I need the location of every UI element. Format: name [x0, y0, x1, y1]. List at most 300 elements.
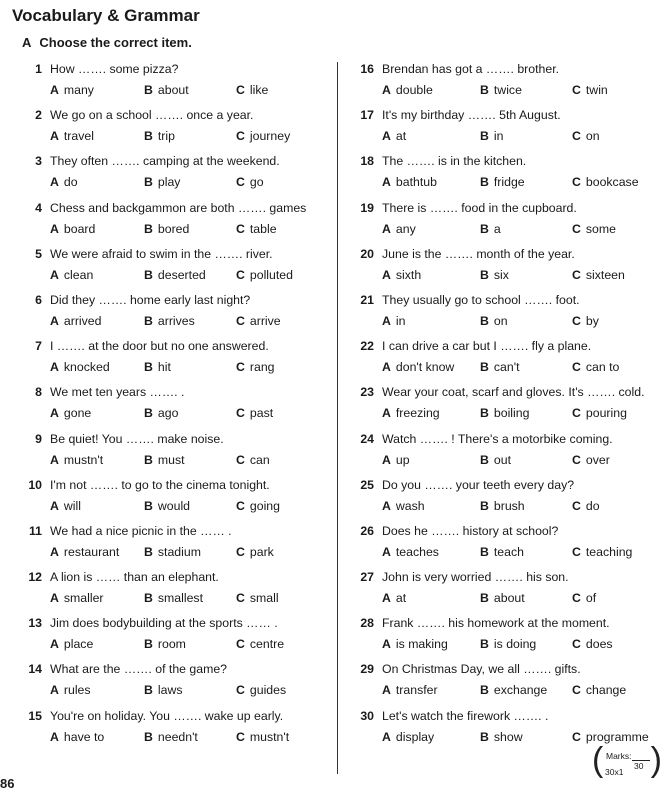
option-text: rang — [249, 360, 275, 375]
answer-option[interactable] — [382, 314, 405, 328]
option-text: rules — [63, 683, 91, 698]
question-number: 9 — [35, 431, 42, 446]
option-text: in — [493, 129, 504, 144]
answer-option[interactable] — [236, 129, 290, 143]
option-text: pouring — [585, 406, 627, 421]
answer-option[interactable] — [50, 730, 104, 744]
answer-option[interactable] — [50, 545, 119, 559]
question-stem: A lion is …… than an elephant. — [50, 570, 219, 585]
option-text: show — [493, 729, 523, 744]
answer-option[interactable] — [480, 222, 501, 236]
option-letter: A — [50, 267, 59, 282]
question-stem: We were afraid to swim in the ……. river. — [50, 246, 273, 261]
answer-option[interactable] — [480, 406, 529, 420]
question-stem: Did they ……. home early last night? — [50, 292, 251, 307]
answer-option[interactable] — [382, 406, 440, 420]
option-text: play — [157, 175, 181, 190]
option-letter: B — [144, 313, 153, 328]
answer-option[interactable] — [236, 360, 275, 374]
option-text: in — [395, 313, 406, 328]
option-letter: C — [236, 406, 245, 421]
answer-option[interactable] — [480, 637, 536, 651]
question-item — [14, 108, 332, 154]
answer-option[interactable] — [236, 683, 286, 697]
answer-option[interactable] — [480, 499, 525, 513]
marks-box — [592, 741, 662, 781]
answer-option[interactable] — [236, 591, 279, 605]
option-letter: A — [382, 683, 391, 698]
marks-label: Marks: — [606, 751, 632, 761]
question-stem: It's my birthday ……. 5th August. — [382, 108, 561, 123]
option-letter: A — [50, 221, 59, 236]
option-text: teaching — [585, 544, 633, 559]
answer-option[interactable] — [50, 129, 94, 143]
option-letter: C — [236, 452, 245, 467]
answer-option[interactable] — [236, 406, 273, 420]
answer-option[interactable] — [382, 360, 454, 374]
option-text: can to — [585, 360, 620, 375]
answer-option[interactable] — [50, 637, 93, 651]
option-letter: B — [144, 129, 153, 144]
option-text: must — [157, 452, 185, 467]
answer-option[interactable] — [382, 683, 438, 697]
answer-option[interactable] — [382, 453, 410, 467]
option-text: going — [249, 498, 280, 513]
answer-option[interactable] — [572, 730, 649, 744]
question-number: 20 — [360, 246, 374, 261]
option-letter: B — [144, 221, 153, 236]
question-item — [14, 154, 332, 200]
option-text: hit — [157, 360, 171, 375]
question-item — [14, 201, 332, 247]
option-letter: C — [572, 83, 581, 97]
answer-option[interactable] — [236, 83, 268, 97]
question-item — [14, 432, 332, 478]
answer-option[interactable] — [50, 314, 101, 328]
option-letter: C — [572, 313, 581, 328]
answer-option[interactable] — [480, 83, 522, 97]
question-stem: Frank ……. his homework at the moment. — [382, 616, 610, 631]
option-letter: A — [50, 406, 59, 421]
question-item — [14, 709, 332, 755]
answer-option[interactable] — [572, 499, 600, 513]
question-item — [346, 62, 660, 108]
page-title: Vocabulary & Grammar — [12, 6, 200, 25]
questions-left-column — [14, 62, 332, 755]
option-letter: C — [236, 683, 245, 698]
option-letter: C — [572, 452, 581, 467]
answer-option[interactable] — [572, 637, 613, 651]
answer-option[interactable] — [572, 268, 625, 282]
answer-option[interactable] — [144, 545, 201, 559]
question-item — [346, 616, 660, 662]
question-item — [346, 385, 660, 431]
answer-option[interactable] — [480, 314, 508, 328]
question-number: 25 — [360, 477, 374, 492]
question-item — [346, 201, 660, 247]
answer-option[interactable] — [572, 175, 639, 189]
answer-option[interactable] — [572, 222, 616, 236]
option-letter: B — [480, 544, 489, 559]
question-item — [346, 108, 660, 154]
question-stem: The ……. is in the kitchen. — [382, 154, 527, 169]
page-number: 86 — [0, 776, 15, 791]
question-item — [14, 293, 332, 339]
option-text: fridge — [493, 175, 525, 190]
option-text: have to — [63, 729, 105, 744]
option-text: programme — [585, 729, 649, 744]
answer-option[interactable] — [572, 591, 596, 605]
option-letter: B — [144, 406, 153, 421]
option-text: out — [493, 452, 511, 467]
question-item — [346, 247, 660, 293]
answer-option[interactable] — [50, 406, 91, 420]
question-number: 21 — [360, 292, 374, 307]
question-item — [14, 524, 332, 570]
option-text: about — [493, 591, 525, 606]
option-letter: A — [382, 498, 391, 513]
option-letter: A — [50, 313, 59, 328]
option-text: a — [493, 221, 501, 236]
answer-option[interactable] — [144, 406, 178, 420]
question-stem: Wear your coat, scarf and gloves. It's ……. cold. — [382, 385, 645, 400]
right-paren: ) — [650, 741, 662, 779]
answer-option[interactable] — [50, 591, 104, 605]
answer-option[interactable] — [480, 175, 525, 189]
option-text: restaurant — [63, 544, 120, 559]
option-text: sixth — [395, 267, 422, 282]
answer-option[interactable] — [382, 730, 434, 744]
option-letter: B — [144, 452, 153, 467]
option-letter: C — [236, 175, 245, 190]
answer-option[interactable] — [572, 545, 632, 559]
option-text: wash — [395, 498, 425, 513]
option-text: do — [585, 498, 600, 513]
question-stem: What are the ……. of the game? — [50, 662, 228, 677]
answer-option[interactable] — [382, 83, 433, 97]
option-text: boiling — [493, 406, 530, 421]
question-item — [346, 432, 660, 478]
option-letter: B — [144, 267, 153, 282]
option-letter: C — [572, 129, 581, 144]
option-letter: C — [572, 591, 581, 606]
answer-option[interactable] — [382, 129, 406, 143]
option-letter: C — [572, 406, 581, 421]
question-item — [14, 570, 332, 616]
option-letter: C — [572, 544, 581, 559]
question-stem: How ……. some pizza? — [50, 62, 179, 76]
section-instruction — [22, 35, 192, 50]
question-number: 28 — [360, 616, 374, 631]
question-stem: Do you ……. your teeth every day? — [382, 477, 575, 492]
answer-option[interactable] — [382, 637, 448, 651]
question-number: 23 — [360, 385, 374, 400]
answer-option[interactable] — [572, 453, 610, 467]
option-letter: A — [382, 129, 391, 144]
question-number: 30 — [360, 708, 374, 723]
question-stem: They usually go to school ……. foot. — [382, 292, 580, 307]
option-letter: B — [480, 129, 489, 144]
answer-option[interactable] — [144, 83, 189, 97]
answer-option[interactable] — [236, 637, 284, 651]
option-text: smaller — [63, 591, 104, 606]
option-text: polluted — [249, 267, 293, 282]
option-letter: A — [50, 729, 59, 744]
answer-option[interactable] — [480, 453, 511, 467]
answer-option[interactable] — [382, 499, 425, 513]
question-stem: Jim does bodybuilding at the sports …… . — [50, 616, 278, 631]
option-text: sixteen — [585, 267, 625, 282]
question-number: 29 — [360, 662, 374, 677]
option-letter: A — [50, 637, 59, 652]
option-text: board — [63, 221, 96, 236]
option-letter: B — [144, 637, 153, 652]
option-letter: B — [480, 452, 489, 467]
option-text: can't — [493, 360, 520, 375]
option-letter: B — [144, 729, 153, 744]
answer-option[interactable] — [382, 268, 421, 282]
question-number: 16 — [360, 62, 374, 76]
option-letter: A — [50, 175, 59, 190]
answer-option[interactable] — [236, 222, 277, 236]
answer-option[interactable] — [144, 453, 185, 467]
option-text: small — [249, 591, 279, 606]
answer-option[interactable] — [144, 314, 195, 328]
answer-option[interactable] — [50, 453, 103, 467]
marks-multiplier: 30x1 — [605, 767, 624, 777]
option-letter: A — [382, 406, 391, 421]
option-letter: B — [480, 637, 489, 652]
option-letter: B — [144, 544, 153, 559]
answer-option[interactable] — [382, 175, 437, 189]
option-letter: C — [236, 267, 245, 282]
answer-option[interactable] — [236, 499, 280, 513]
question-number: 11 — [29, 523, 42, 538]
section-letter: A — [22, 35, 32, 50]
option-text: teaches — [395, 544, 439, 559]
question-stem: I ……. at the door but no one answered. — [50, 339, 269, 354]
option-text: bathtub — [395, 175, 437, 190]
answer-option[interactable] — [50, 175, 78, 189]
answer-option[interactable] — [236, 453, 270, 467]
option-letter: C — [572, 267, 581, 282]
option-letter: C — [236, 360, 245, 375]
question-number: 24 — [360, 431, 374, 446]
option-text: trip — [157, 129, 175, 144]
question-number: 18 — [360, 154, 374, 169]
option-letter: B — [144, 83, 153, 97]
question-item — [14, 385, 332, 431]
question-item — [346, 154, 660, 200]
answer-option[interactable] — [572, 406, 627, 420]
question-number: 19 — [360, 200, 374, 215]
option-letter: C — [236, 591, 245, 606]
option-text: centre — [249, 637, 285, 652]
question-stem: We go on a school ……. once a year. — [50, 108, 254, 123]
answer-option[interactable] — [144, 683, 183, 697]
answer-option[interactable] — [572, 129, 600, 143]
marks-out-of: 30 — [634, 761, 644, 771]
question-number: 5 — [35, 246, 42, 261]
option-text: don't know — [395, 360, 455, 375]
option-text: display — [395, 729, 435, 744]
option-text: up — [395, 452, 410, 467]
question-stem: John is very worried ……. his son. — [382, 570, 569, 585]
option-letter: A — [50, 129, 59, 144]
option-text: on — [585, 129, 600, 144]
option-letter: A — [382, 313, 391, 328]
question-number: 22 — [360, 339, 374, 354]
answer-option[interactable] — [382, 591, 406, 605]
answer-option[interactable] — [572, 314, 599, 328]
answer-option[interactable] — [50, 268, 93, 282]
answer-option[interactable] — [144, 268, 206, 282]
question-stem: I'm not ……. to go to the cinema tonight. — [50, 477, 270, 492]
answer-option[interactable] — [236, 314, 281, 328]
option-text: of — [585, 591, 597, 606]
answer-option[interactable] — [144, 175, 180, 189]
answer-option[interactable] — [144, 129, 175, 143]
option-letter: C — [572, 729, 581, 744]
answer-option[interactable] — [480, 545, 524, 559]
option-text: about — [157, 83, 189, 97]
option-text: laws — [157, 683, 183, 698]
answer-option[interactable] — [382, 222, 416, 236]
option-letter: A — [382, 83, 391, 97]
answer-option[interactable] — [144, 730, 198, 744]
question-number: 8 — [35, 385, 42, 400]
answer-option[interactable] — [480, 360, 519, 374]
option-text: deserted — [157, 267, 206, 282]
answer-option[interactable] — [50, 360, 110, 374]
option-letter: B — [480, 83, 489, 97]
option-text: at — [395, 591, 407, 606]
answer-option[interactable] — [50, 83, 94, 97]
answer-option[interactable] — [236, 268, 293, 282]
answer-option[interactable] — [236, 545, 274, 559]
answer-option[interactable] — [144, 222, 189, 236]
question-stem: I can drive a car but I ……. fly a plane. — [382, 339, 592, 354]
option-text: any — [395, 221, 416, 236]
option-text: is making — [395, 637, 448, 652]
answer-option[interactable] — [480, 730, 523, 744]
option-letter: A — [382, 360, 391, 375]
option-letter: B — [144, 591, 153, 606]
question-number: 12 — [28, 570, 42, 585]
option-text: can — [249, 452, 270, 467]
answer-option[interactable] — [572, 360, 619, 374]
option-letter: A — [50, 683, 59, 698]
question-stem: Let's watch the firework ……. . — [382, 708, 549, 723]
option-letter: A — [382, 637, 391, 652]
answer-option[interactable] — [50, 499, 81, 513]
question-number: 26 — [360, 523, 374, 538]
option-letter: C — [572, 360, 581, 375]
question-stem: You're on holiday. You ……. wake up early. — [50, 708, 284, 723]
option-letter: B — [480, 267, 489, 282]
option-text: guides — [249, 683, 287, 698]
option-text: room — [157, 637, 186, 652]
option-letter: B — [480, 175, 489, 190]
option-letter: A — [382, 452, 391, 467]
option-text: exchange — [493, 683, 548, 698]
answer-option[interactable] — [572, 683, 626, 697]
column-divider — [337, 62, 338, 774]
answer-option[interactable] — [50, 683, 91, 697]
question-stem: Brendan has got a ……. brother. — [382, 62, 560, 76]
option-text: do — [63, 175, 78, 190]
option-letter: C — [236, 313, 245, 328]
answer-option[interactable] — [236, 175, 264, 189]
option-letter: B — [480, 360, 489, 375]
option-letter: C — [236, 637, 245, 652]
question-number: 3 — [35, 154, 42, 169]
option-text: mustn't — [249, 729, 290, 744]
question-item — [346, 339, 660, 385]
instruction-text: Choose the correct item. — [39, 35, 192, 50]
question-number: 4 — [35, 200, 42, 215]
answer-option[interactable] — [144, 591, 203, 605]
answer-option[interactable] — [144, 499, 190, 513]
question-stem: We met ten years ……. . — [50, 385, 185, 400]
option-text: place — [63, 637, 94, 652]
question-number: 14 — [28, 662, 42, 677]
question-item — [14, 478, 332, 524]
answer-option[interactable] — [572, 83, 608, 97]
question-number: 15 — [28, 708, 42, 723]
answer-option[interactable] — [50, 222, 95, 236]
option-letter: A — [382, 175, 391, 190]
option-text: mustn't — [63, 452, 104, 467]
option-letter: B — [144, 498, 153, 513]
answer-option[interactable] — [480, 129, 503, 143]
question-item — [346, 570, 660, 616]
answer-option[interactable] — [144, 637, 186, 651]
option-text: arrived — [63, 313, 102, 328]
question-stem: Chess and backgammon are both ……. games — [50, 200, 307, 215]
option-letter: A — [50, 452, 59, 467]
option-letter: B — [480, 406, 489, 421]
option-letter: A — [50, 591, 59, 606]
question-item — [14, 616, 332, 662]
answer-option[interactable] — [480, 268, 509, 282]
answer-option[interactable] — [382, 545, 439, 559]
left-paren: ( — [592, 741, 604, 779]
option-letter: A — [382, 267, 391, 282]
option-letter: A — [50, 83, 59, 97]
option-letter: B — [480, 313, 489, 328]
option-letter: C — [572, 221, 581, 236]
question-stem: June is the ……. month of the year. — [382, 246, 575, 261]
question-item — [14, 662, 332, 708]
question-number: 2 — [35, 108, 42, 123]
question-number: 10 — [28, 477, 42, 492]
answer-option[interactable] — [480, 683, 547, 697]
option-text: is doing — [493, 637, 537, 652]
answer-option[interactable] — [144, 360, 171, 374]
option-text: past — [249, 406, 274, 421]
option-letter: C — [236, 544, 245, 559]
option-letter: A — [50, 544, 59, 559]
option-text: freezing — [395, 406, 440, 421]
option-letter: C — [236, 83, 245, 97]
answer-option[interactable] — [480, 591, 525, 605]
question-item — [14, 247, 332, 293]
option-letter: B — [480, 591, 489, 606]
answer-option[interactable] — [236, 730, 289, 744]
option-letter: A — [382, 729, 391, 744]
question-number: 7 — [35, 339, 42, 354]
